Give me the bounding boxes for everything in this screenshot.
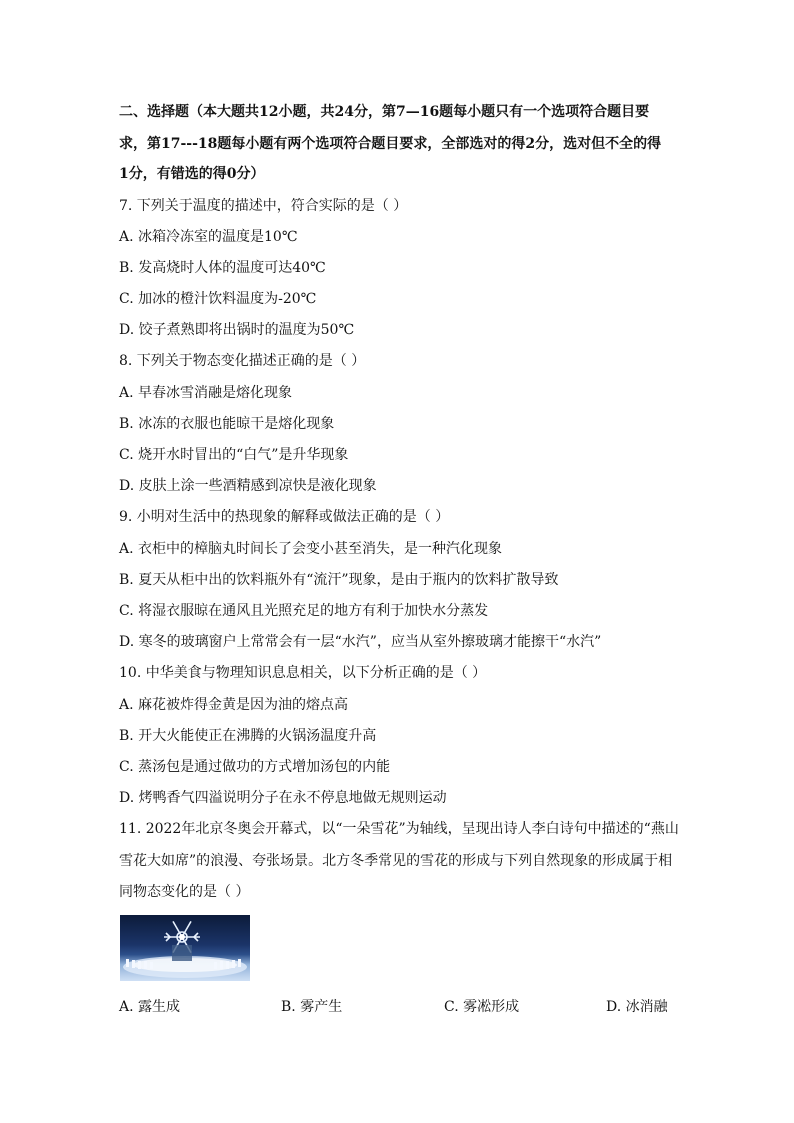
question-7-option-a: A. 冰箱冷冻室的温度是10℃ <box>119 229 298 245</box>
section-header-line-1: 二、选择题（本大题共12小题，共24分，第7—16题每小题只有一个选项符合题目要 <box>119 104 650 120</box>
question-7-option-d: D. 饺子煮熟即将出锅时的温度为50℃ <box>119 322 355 338</box>
snowflake-image <box>120 915 250 981</box>
question-8-option-c: C. 烧开水时冒出的“白气”是升华现象 <box>119 447 349 463</box>
question-7-stem: 7. 下列关于温度的描述中，符合实际的是（ ） <box>119 198 408 214</box>
question-11-option-a: A. 露生成 <box>119 999 181 1015</box>
section-header-line-3: 1分，有错选的得0分） <box>119 166 265 182</box>
question-7-option-c: C. 加冰的橙汁饮料温度为-20℃ <box>119 291 317 307</box>
question-11-stem-line-2: 雪花大如席”的浪漫、夸张场景。北方冬季常见的雪花的形成与下列自然现象的形成属于相 <box>119 853 673 869</box>
question-10-option-d: D. 烤鸭香气四溢说明分子在永不停息地做无规则运动 <box>119 790 447 806</box>
question-9-option-c: C. 将湿衣服晾在通风且光照充足的地方有利于加快水分蒸发 <box>119 603 489 619</box>
question-11-stem-line-3: 同物态变化的是（ ） <box>119 884 250 900</box>
question-9-option-d: D. 寒冬的玻璃窗户上常常会有一层“水汽”，应当从室外擦玻璃才能擦干“水汽” <box>119 634 602 650</box>
question-8-option-a: A. 早春冰雪消融是熔化现象 <box>119 385 293 401</box>
question-9-stem: 9. 小明对生活中的热现象的解释或做法正确的是（ ） <box>119 509 450 525</box>
question-10-option-a: A. 麻花被炸得金黄是因为油的熔点高 <box>119 697 349 713</box>
question-11-options <box>119 996 679 1016</box>
question-10-option-c: C. 蒸汤包是通过做功的方式增加汤包的内能 <box>119 759 391 775</box>
snowflake-ceremony-photo <box>120 915 250 981</box>
question-7-option-b: B. 发高烧时人体的温度可达40℃ <box>119 260 326 276</box>
question-10-stem: 10. 中华美食与物理知识息息相关，以下分析正确的是（ ） <box>119 665 487 681</box>
question-10-option-b: B. 开大火能使正在沸腾的火锅汤温度升高 <box>119 728 377 744</box>
question-11-stem-line-1: 11. 2022年北京冬奥会开幕式，以“一朵雪花”为轴线，呈现出诗人李白诗句中描述的“燕山 <box>119 821 679 837</box>
question-9-option-b: B. 夏天从柜中出的饮料瓶外有“流汗”现象，是由于瓶内的饮料扩散导致 <box>119 572 559 588</box>
question-9-option-a: A. 衣柜中的樟脑丸时间长了会变小甚至消失，是一种汽化现象 <box>119 541 503 557</box>
section-header-line-2: 求，第17---18题每小题有两个选项符合题目要求，全部选对的得2分，选对但不全的得 <box>119 136 662 152</box>
question-11-option-d: D. 冰消融 <box>606 999 668 1015</box>
question-11-option-c: C. 雾凇形成 <box>444 999 520 1015</box>
question-8-stem: 8. 下列关于物态变化描述正确的是（ ） <box>119 353 366 369</box>
question-8-option-b: B. 冰冻的衣服也能晾干是熔化现象 <box>119 416 335 432</box>
question-11-option-b: B. 雾产生 <box>281 999 343 1015</box>
question-8-option-d: D. 皮肤上涂一些酒精感到凉快是液化现象 <box>119 478 377 494</box>
